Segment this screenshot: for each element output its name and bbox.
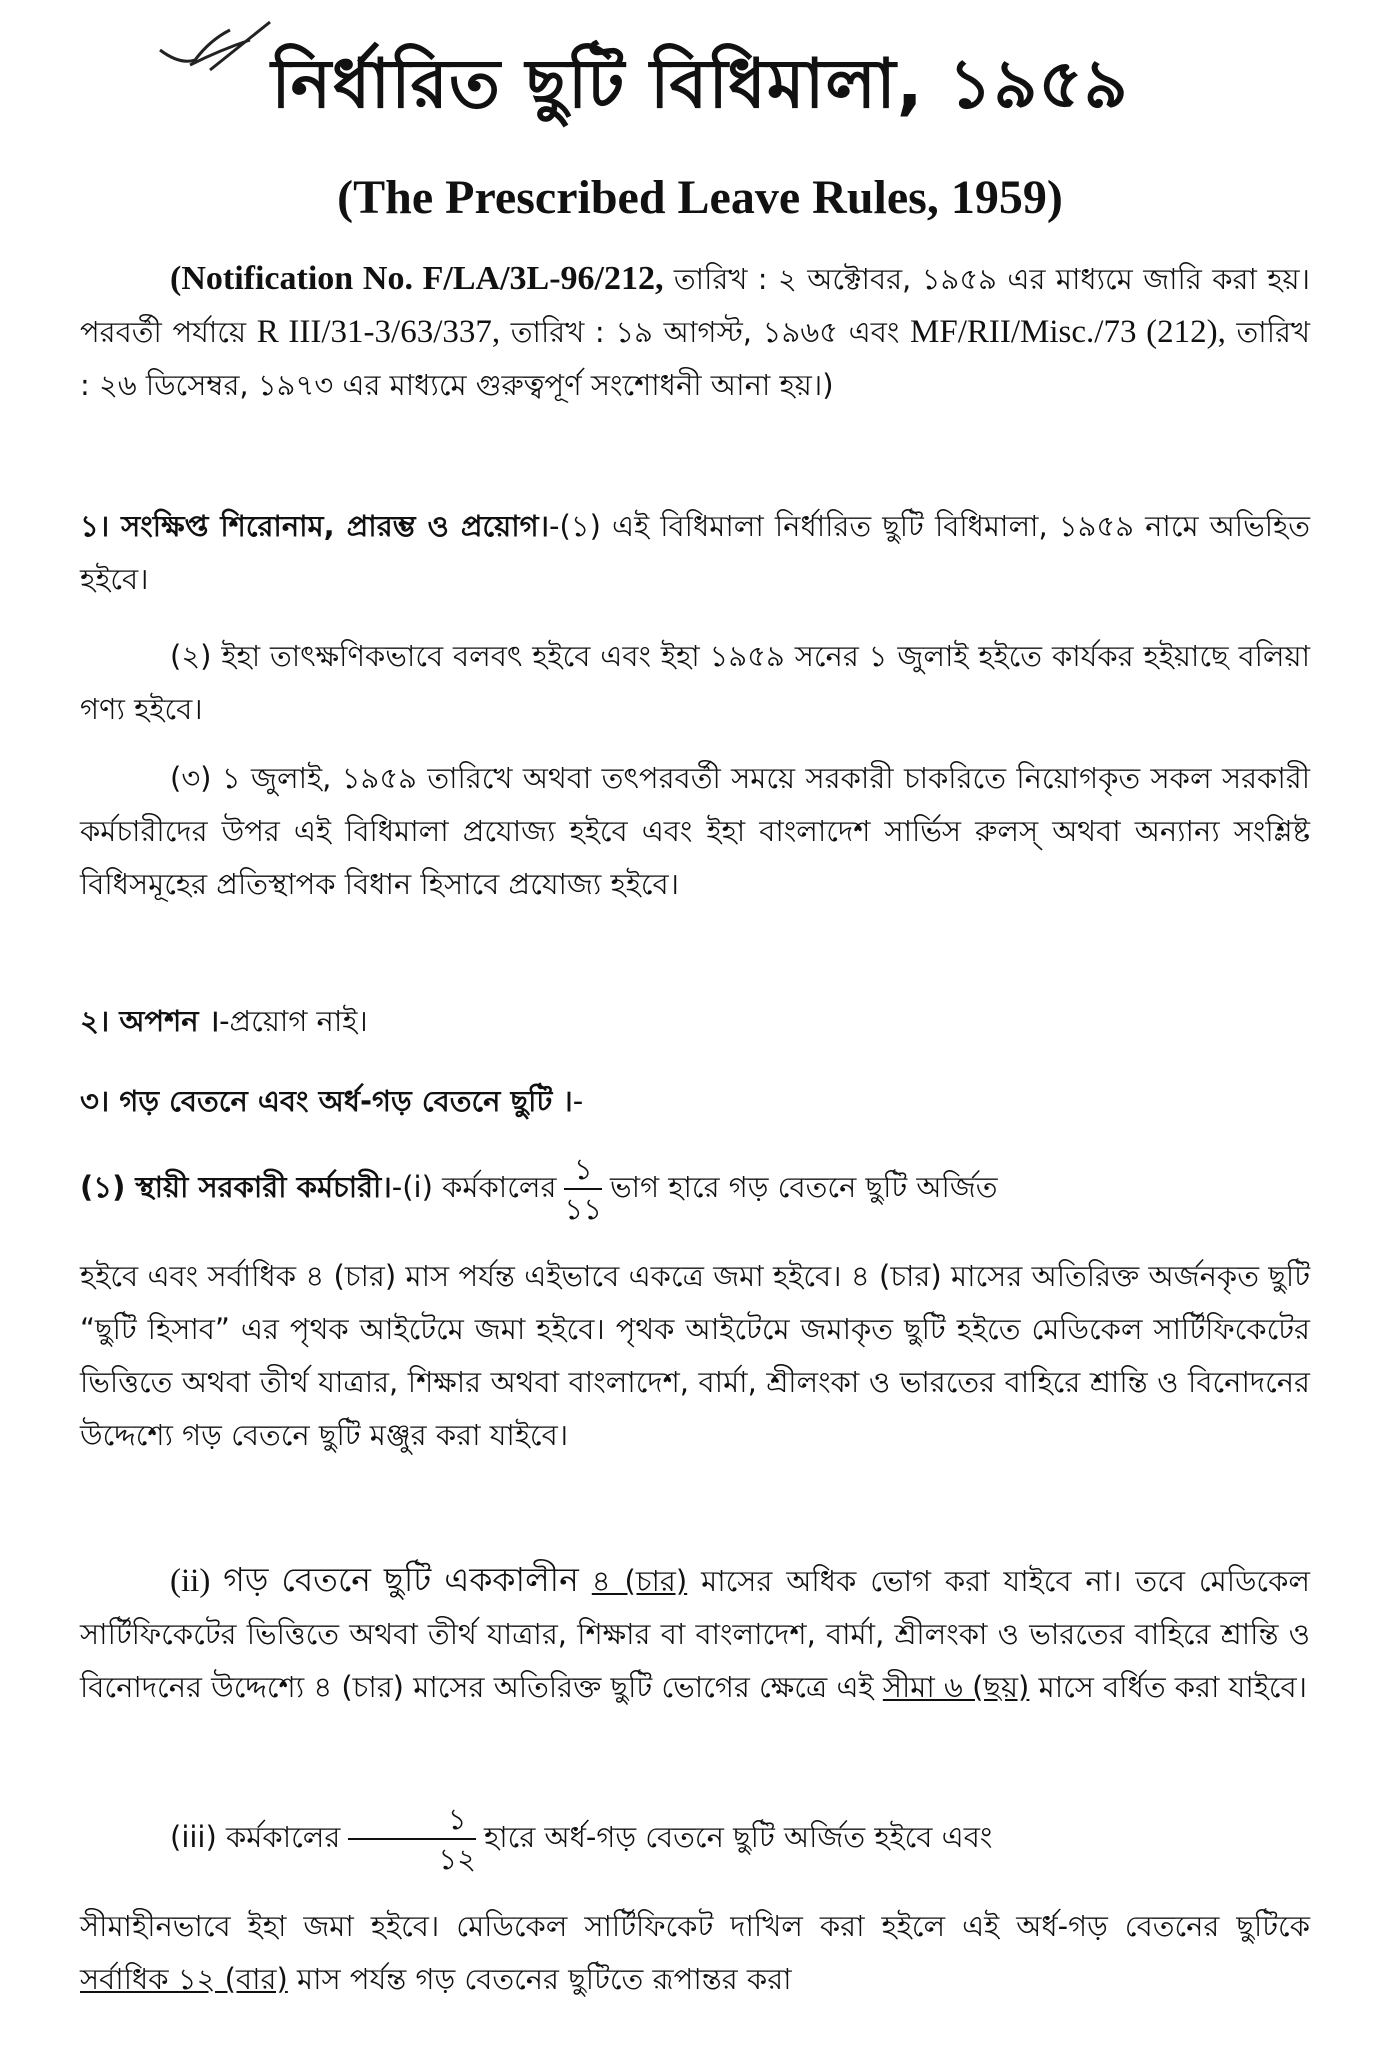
rule-2-heading: ২। অপশন । bbox=[80, 1004, 220, 1038]
rule-3-heading-line: ৩। গড় বেতনে এবং অর্ধ-গড় বেতনে ছুটি ।- bbox=[80, 1084, 584, 1118]
rule-1-subsection-3: (৩) ১ জুলাই, ১৯৫৯ তারিখে অথবা তৎপরবর্তী সময়ে সরকারী চাকরিতে নিয়োগকৃত সকল সরকারী কর্মচারীদের উপর এই বিধিমালা প্রযোজ্য হইবে এবং ইহা বাংলাদেশ সার্ভিস রুলস্ অথবা অন্যান্য সংশ্লিষ্ট বিধিসমূহের প্রতিস্থাপক বিধান হিসাবে প্রযোজ্য হইবে। bbox=[80, 761, 1310, 901]
document-subtitle: (The Prescribed Leave Rules, 1959) bbox=[337, 171, 1063, 224]
rule-2-paragraph: ২। অপশন ।-প্রয়োগ নাই। bbox=[80, 1004, 368, 1038]
rule-3-clause-iii-line: (iii) কর্মকালের $\frac{১}{১২}$ হারে অর্ধ-গড় বেতনে ছুটি অর্জিত হইবে এবং bbox=[170, 1802, 993, 1876]
underlined-four-months: ৪ (চার) bbox=[591, 1564, 688, 1598]
rule-3-clause-ii: (ii) গড় বেতনে ছুটি এককালীন ৪ (চার) মাসের অধিক ভোগ করা যাইবে না। তবে মেডিকেল সার্টিফিকেটের ভিত্তিতে অথবা তীর্থ যাত্রার, শিক্ষার বা বাংলাদেশ, বার্মা, শ্রীলংকা ও ভারতের বাহিরে শ্রান্তি ও বিনোদনের উদ্দেশ্যে ৪ (চার) মাসের অতিরিক্ত ছুটি ভোগের ক্ষেত্রে এই সীমা ৬ (ছয়) মাসে বর্ধিত করা যাইবে। bbox=[80, 1563, 1310, 1704]
document-title: নির্ধারিত ছুটি বিধিমালা, ১৯৫৯ bbox=[271, 45, 1129, 124]
rule-1-subsection-2: (২) ইহা তাৎক্ষণিকভাবে বলবৎ হইবে এবং ইহা ১৯৫৯ সনের ১ জুলাই হইতে কার্যকর হইয়াছে বলিয়া গণ্য হইবে। bbox=[80, 639, 1310, 726]
rule-1-heading: ১। সংক্ষিপ্ত শিরোনাম, প্রারম্ভ ও প্রয়োগ। bbox=[80, 509, 550, 543]
underlined-max-twelve: সর্বাধিক ১২ (বার) bbox=[80, 1962, 288, 1996]
rule-1-paragraph: ১। সংক্ষিপ্ত শিরোনাম, প্রারম্ভ ও প্রয়োগ।-(১) এই বিধিমালা নির্ধারিত ছুটি বিধিমালা, ১৯৫৯ নামে অভিহিত হইবে। bbox=[80, 509, 1310, 596]
fraction-one-twelfth: $\frac{১}{১২}$ bbox=[348, 1800, 476, 1878]
notification-ref-1: R III/31-3/63/337, bbox=[256, 314, 501, 350]
rule-3-clause-iii-body: সীমাহীনভাবে ইহা জমা হইবে। মেডিকেল সার্টিফিকেট দাখিল করা হইলে এই অর্ধ-গড় বেতনের ছুটিকে সর্বাধিক ১২ (বার) মাস পর্যন্ত গড় বেতনের ছুটিতে রূপান্তর করা bbox=[80, 1909, 1310, 1996]
notification-paragraph: (Notification No. F/LA/3L-96/212, তারিখ : ২ অক্টোবর, ১৯৫৯ এর মাধ্যমে জারি করা হয়। পরবর্তী পর্যায়ে R III/31-3/63/337, তারিখ : ১৯ আগস্ট, ১৯৬৫ এবং MF/RII/Misc./73 (212), তারিখ : ২৬ ডিসেম্বর, ১৯৭৩ এর মাধ্যমে গুরুত্বপূর্ণ সংশোধনী আনা হয়।) bbox=[80, 260, 1310, 402]
fraction-one-eleventh: $\frac{১}{১১}$ bbox=[564, 1152, 603, 1226]
rule-3-subsection-1-body: হইবে এবং সর্বাধিক ৪ (চার) মাস পর্যন্ত এইভাবে একত্রে জমা হইবে। ৪ (চার) মাসের অতিরিক্ত অর্জনকৃত ছুটি “ছুটি হিসাব” এর পৃথক আইটেমে জমা হইবে। পৃথক আইটেমে জমাকৃত ছুটি হইতে মেডিকেল সার্টিফিকেটের ভিত্তিতে অথবা তীর্থ যাত্রার, শিক্ষার অথবা বাংলাদেশ, বার্মা, শ্রীলংকা ও ভারতের বাহিরে শ্রান্তি ও বিনোদনের উদ্দেশ্যে গড় বেতনে ছুটি মঞ্জুর করা যাইবে। bbox=[80, 1259, 1310, 1452]
notification-ref-2: MF/RII/Misc./73 (212), bbox=[910, 314, 1226, 350]
rule-3-sub-1-heading: (১) স্থায়ী সরকারী কর্মচারী। bbox=[80, 1170, 392, 1204]
rule-3-subsection-1-line: (১) স্থায়ী সরকারী কর্মচারী।-(i) কর্মকালের $\frac{১}{১১}$ ভাগ হারে গড় বেতনে ছুটি অর্জিত bbox=[80, 1152, 998, 1226]
rule-3-heading: ৩। গড় বেতনে এবং অর্ধ-গড় বেতনে ছুটি । bbox=[80, 1084, 573, 1118]
underlined-limit-six: সীমা ৬ (ছয়) bbox=[882, 1670, 1030, 1704]
notification-number: Notification No. F/LA/3L-96/212, bbox=[181, 260, 664, 297]
